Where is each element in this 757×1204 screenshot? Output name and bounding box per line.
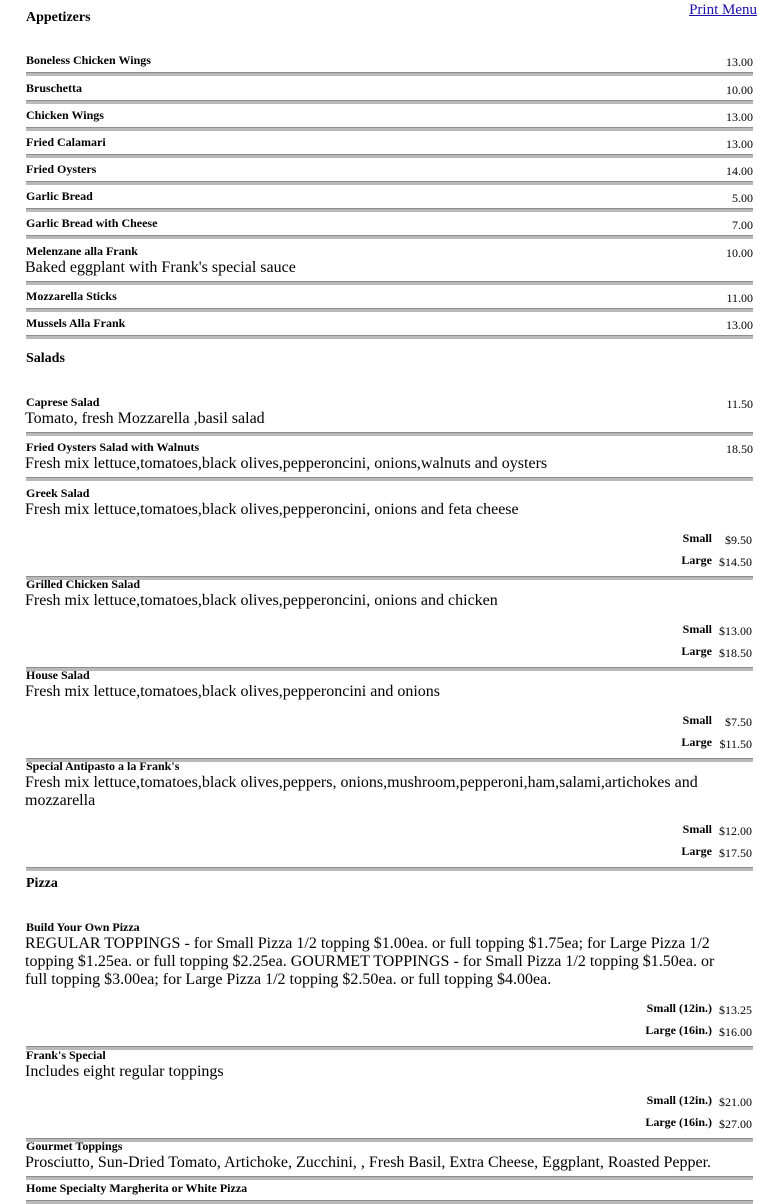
size-label: Large (16in.)	[645, 1023, 712, 1037]
size-label: Small (12in.)	[646, 1001, 712, 1015]
item-name: Caprese Salad	[26, 395, 100, 409]
item-header	[26, 313, 753, 331]
item-name: Grilled Chicken Salad	[26, 577, 141, 591]
item-header	[26, 1045, 753, 1063]
section-title: Appetizers	[26, 10, 91, 25]
size-label: Large	[681, 735, 712, 749]
item-header	[26, 132, 753, 150]
menu-item	[26, 213, 753, 239]
item-separator	[26, 100, 753, 104]
size-options	[26, 620, 753, 664]
item-name: Chicken Wings	[26, 108, 104, 122]
size-price: $12.00	[719, 824, 752, 838]
item-header	[26, 437, 753, 455]
item-name: Melenzane alla Frank	[26, 244, 138, 258]
item-separator	[26, 281, 753, 285]
menu-item	[26, 186, 753, 212]
size-price: $11.50	[719, 737, 752, 751]
menu-item	[26, 756, 753, 871]
size-label: Large	[681, 844, 712, 858]
size-row	[26, 551, 753, 573]
item-name: Build Your Own Pizza	[26, 920, 140, 934]
size-row	[26, 733, 753, 755]
item-header	[26, 574, 753, 592]
section-title: Pizza	[26, 876, 58, 891]
item-header	[26, 213, 753, 231]
item-name: Garlic Bread	[26, 189, 93, 203]
size-price: $7.50	[725, 715, 752, 729]
item-separator	[26, 235, 753, 239]
item-description: Fresh mix lettuce,tomatoes,black olives,pepperoncini, onions,walnuts and oysters	[25, 455, 548, 472]
item-separator	[26, 867, 753, 871]
item-header	[26, 78, 753, 96]
size-row	[26, 820, 753, 842]
menu-item	[26, 132, 753, 158]
item-header	[26, 286, 753, 304]
size-options	[26, 529, 753, 573]
item-name: Fried Oysters Salad with Walnuts	[26, 440, 200, 454]
item-description: Tomato, fresh Mozzarella ,basil salad	[25, 410, 265, 427]
item-name: Fried Oysters	[26, 162, 97, 176]
menu-item	[26, 50, 753, 76]
item-price: 5.00	[732, 191, 753, 205]
size-row	[26, 1091, 753, 1113]
item-name: Special Antipasto a la Frank's	[26, 759, 180, 773]
size-label: Small (12in.)	[646, 1093, 712, 1107]
item-name: Bruschetta	[26, 81, 82, 95]
size-price: $13.00	[719, 624, 752, 638]
item-price: 13.00	[726, 137, 753, 151]
item-separator	[26, 308, 753, 312]
menu-item	[26, 574, 753, 671]
item-description: Fresh mix lettuce,tomatoes,black olives,pepperoncini, onions and feta cheese	[25, 501, 519, 518]
item-separator	[26, 432, 753, 436]
menu-item	[26, 286, 753, 312]
item-name: Frank's Special	[26, 1048, 106, 1062]
item-description: Baked eggplant with Frank's special sauce	[25, 259, 296, 276]
item-header	[26, 917, 753, 935]
item-name: Home Specialty Margherita or White Pizza	[26, 1181, 248, 1195]
menu-item	[26, 159, 753, 185]
item-name: Garlic Bread with Cheese	[26, 216, 158, 230]
item-price: 11.00	[726, 291, 753, 305]
size-price: $16.00	[719, 1025, 752, 1039]
item-description: Fresh mix lettuce,tomatoes,black olives,pepperoncini and onions	[25, 683, 441, 700]
size-price: $17.50	[719, 846, 752, 860]
item-description: REGULAR TOPPINGS - for Small Pizza 1/2 topping $1.00ea. or full topping $1.75ea; for Large Pizza 1/2 topping $1.25ea. or full topping $2.25ea. GOURMET TOPPINGS - for Small Pizza 1/2 topping $1.50ea. or full topping $3.00ea; for Large Pizza 1/2 topping $2.50ea. or full topping $4.00ea.	[25, 935, 715, 988]
item-separator	[26, 181, 753, 185]
print-menu-link[interactable]: Print Menu	[689, 2, 757, 18]
size-price: $9.50	[725, 533, 752, 547]
item-header	[26, 665, 753, 683]
item-header	[26, 159, 753, 177]
menu-item	[26, 78, 753, 104]
item-separator	[26, 208, 753, 212]
size-label: Large (16in.)	[645, 1115, 712, 1129]
item-price: 13.00	[726, 55, 753, 69]
item-name: House Salad	[26, 668, 90, 682]
item-header	[26, 105, 753, 123]
item-description: Fresh mix lettuce,tomatoes,black olives,pepperoncini, onions and chicken	[25, 592, 498, 609]
item-separator	[26, 335, 753, 339]
size-price: $21.00	[719, 1095, 752, 1109]
item-separator	[26, 72, 753, 76]
item-name: Mozzarella Sticks	[26, 289, 117, 303]
item-header	[26, 392, 753, 410]
menu-item	[26, 392, 753, 436]
size-row	[26, 1021, 753, 1043]
item-name: Boneless Chicken Wings	[26, 53, 151, 67]
menu-item	[26, 105, 753, 131]
size-options	[26, 820, 753, 864]
menu-item	[26, 313, 753, 339]
menu-item	[26, 483, 753, 580]
section-title: Salads	[26, 351, 65, 366]
size-label: Small	[682, 531, 712, 545]
size-label: Small	[682, 713, 712, 727]
size-row	[26, 1113, 753, 1135]
item-separator	[26, 127, 753, 131]
item-header	[26, 186, 753, 204]
item-price: 14.00	[726, 164, 753, 178]
item-separator	[26, 154, 753, 158]
item-price: 13.00	[726, 110, 753, 124]
size-label: Large	[681, 553, 712, 567]
menu-item	[26, 437, 753, 481]
item-price: 10.00	[726, 246, 753, 260]
menu-item	[26, 241, 753, 285]
item-description: Prosciutto, Sun-Dried Tomato, Artichoke, Zucchini, , Fresh Basil, Extra Cheese, Eggplant, Roasted Pepper.	[25, 1154, 712, 1171]
item-name: Mussels Alla Frank	[26, 316, 126, 330]
item-separator	[26, 1200, 753, 1204]
menu-item	[26, 1045, 753, 1142]
menu-item	[26, 1178, 753, 1204]
size-label: Small	[682, 622, 712, 636]
menu-item	[26, 1136, 753, 1180]
item-name: Greek Salad	[26, 486, 90, 500]
item-description: Fresh mix lettuce,tomatoes,black olives,peppers, onions,mushroom,pepperoni,ham,salami,artichokes and mozzarella	[25, 774, 698, 809]
size-label: Small	[682, 822, 712, 836]
size-options	[26, 999, 753, 1043]
item-price: 11.50	[726, 397, 753, 411]
size-label: Large	[681, 644, 712, 658]
size-row	[26, 642, 753, 664]
item-description: Includes eight regular toppings	[25, 1063, 224, 1080]
item-price: 13.00	[726, 318, 753, 332]
item-separator	[26, 477, 753, 481]
item-header	[26, 483, 753, 501]
item-price: 10.00	[726, 83, 753, 97]
size-price: $14.50	[719, 555, 752, 569]
size-options	[26, 1091, 753, 1135]
item-header	[26, 241, 753, 259]
size-row	[26, 620, 753, 642]
item-header	[26, 756, 753, 774]
item-name: Gourmet Toppings	[26, 1139, 123, 1153]
size-row	[26, 529, 753, 551]
item-name: Fried Calamari	[26, 135, 106, 149]
size-price: $18.50	[719, 646, 752, 660]
size-row	[26, 711, 753, 733]
size-row	[26, 999, 753, 1021]
size-row	[26, 842, 753, 864]
menu-item	[26, 917, 753, 1050]
size-price: $13.25	[719, 1003, 752, 1017]
item-price: 7.00	[732, 218, 753, 232]
item-header	[26, 50, 753, 68]
item-price: 18.50	[726, 442, 753, 456]
size-price: $27.00	[719, 1117, 752, 1131]
item-header	[26, 1136, 753, 1154]
menu-item	[26, 665, 753, 762]
size-options	[26, 711, 753, 755]
item-header	[26, 1178, 753, 1196]
